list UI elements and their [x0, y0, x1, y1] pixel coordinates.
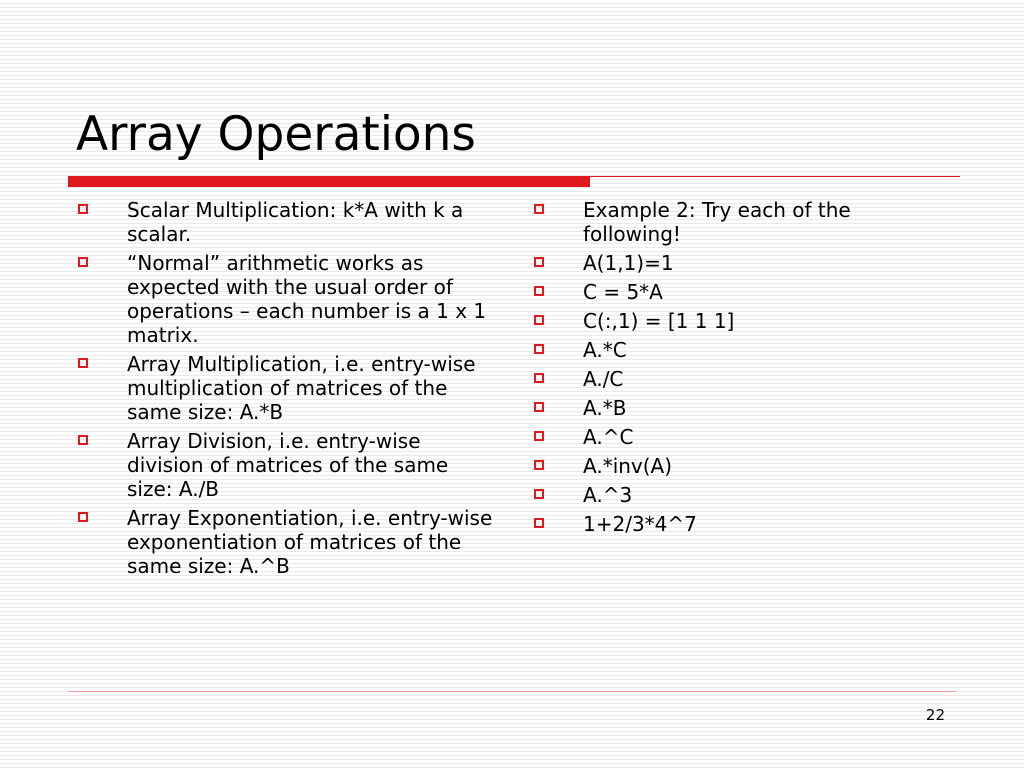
list-item — [534, 425, 954, 449]
footer-divider — [68, 691, 956, 692]
bullet-text: A.*inv(A) — [583, 454, 673, 478]
bullet-text: A.*C — [583, 338, 627, 362]
square-bullet-icon — [534, 257, 544, 267]
square-bullet-icon — [534, 204, 544, 214]
square-bullet-icon — [534, 315, 544, 325]
square-bullet-icon — [534, 518, 544, 528]
list-item — [534, 396, 954, 420]
list-item — [534, 198, 954, 246]
bullet-text: A.^C — [583, 425, 634, 449]
square-bullet-icon — [534, 460, 544, 470]
list-item — [534, 280, 954, 304]
left-bullet-list — [78, 198, 500, 583]
list-item — [78, 251, 500, 347]
list-item — [534, 338, 954, 362]
square-bullet-icon — [78, 512, 88, 522]
list-item — [78, 352, 500, 424]
bullet-text: Array Division, i.e. entry-wise division of matrices of the same size: A./B — [127, 429, 449, 501]
right-bullet-list — [534, 198, 954, 541]
square-bullet-icon — [534, 431, 544, 441]
square-bullet-icon — [78, 435, 88, 445]
list-item — [78, 198, 500, 246]
bullet-text: 1+2/3*4^7 — [583, 512, 697, 536]
list-item — [78, 429, 500, 501]
square-bullet-icon — [78, 358, 88, 368]
bullet-text: A./C — [583, 367, 624, 391]
slide-number: 22 — [925, 706, 945, 724]
square-bullet-icon — [534, 286, 544, 296]
list-item — [534, 483, 954, 507]
list-item — [534, 512, 954, 536]
bullet-text: Scalar Multiplication: k*A with k a scalar. — [127, 198, 464, 246]
title-underline-line — [590, 176, 960, 177]
bullet-text: A(1,1)=1 — [583, 251, 674, 275]
bullet-text: Array Multiplication, i.e. entry-wise multiplication of matrices of the same size: A.*B — [127, 352, 476, 424]
slide-title: Array Operations — [76, 107, 476, 162]
list-item — [534, 454, 954, 478]
square-bullet-icon — [534, 489, 544, 499]
square-bullet-icon — [534, 402, 544, 412]
bullet-text: Example 2: Try each of the following! — [583, 198, 851, 246]
list-item — [534, 309, 954, 333]
bullet-text: A.*B — [583, 396, 627, 420]
list-item — [534, 367, 954, 391]
list-item — [534, 251, 954, 275]
square-bullet-icon — [78, 257, 88, 267]
bullet-text: “Normal” arithmetic works as expected with the usual order of operations – each number is a 1 x 1 matrix. — [127, 251, 487, 347]
square-bullet-icon — [78, 204, 88, 214]
bullet-text: Array Exponentiation, i.e. entry-wise exponentiation of matrices of the same size: A.^B — [127, 506, 493, 578]
square-bullet-icon — [534, 373, 544, 383]
title-underline-bar — [68, 176, 590, 187]
list-item — [78, 506, 500, 578]
bullet-text: C(:,1) = [1 1 1] — [583, 309, 735, 333]
bullet-text: A.^3 — [583, 483, 633, 507]
bullet-text: C = 5*A — [583, 280, 663, 304]
square-bullet-icon — [534, 344, 544, 354]
